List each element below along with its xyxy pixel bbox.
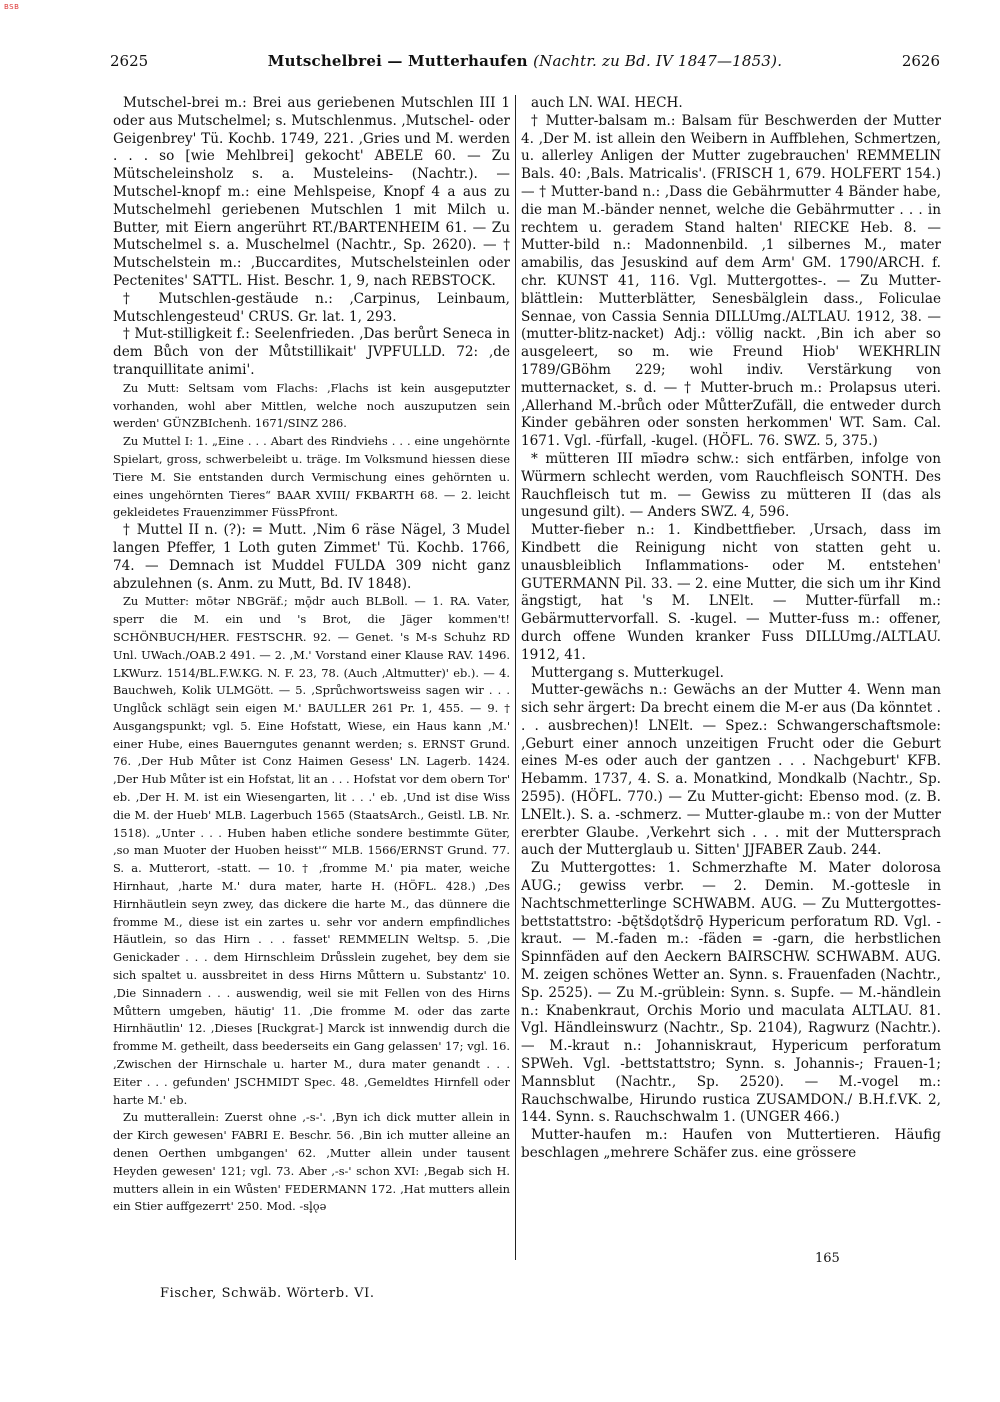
dictionary-entry: Zu Muttel I: 1. „Eine . . . Abart des Rindviehs . . . eine ungehörnte Spielart, gross, schwerbeleibt u. träge. Im Volksmund hiessen diese Tiere M. Sie entstanden durch Vermischung eines gehörnten u. eines ungehörnten Tieres“ BAAR XVIII/ FKBARTH 68. — 2. leicht gekleidetes Frauenzimmer FüssPfront.	[113, 434, 510, 520]
dictionary-entry: Zu mutterallein: Zuerst ohne ‚-s-'. ‚Byn ich dick mutter allein in der Kirch gewesen' FABRI E. Beschr. 56. ‚Bin ich mutter alleine an denen Oerthen umbgangen' 62. ‚Mutter allein under tausent Heyden gewesen' 121; vgl. 73. Aber ‚-s-' schon XVI: ‚Begab sich H. mutters allein in ein Wůsten' FEDERMANN 172. ‚Hat mutters allein ein Stier auffgezerrt' 250. Mod. -sl̥ǫə	[113, 1110, 510, 1214]
dictionary-entry: † Mutter-balsam m.: Balsam für Beschwerden der Mutter 4. ‚Der M. ist allein den Weibern in Auffblehen, Schmertzen, u. allerley Anligen der Mutter zugebrauchen' REMMELIN Bals. 40: ‚Bals. Matricalis'. (FRISCH 1, 679. HOLFERT 154.) — † Mutter-band n.: ‚Dass die Gebährmutter 4 Bänder habe, die man M.-bänder nennet, welche die Gebährmutter . . . in rechtem u. geradem Stand halten' RIECKE Heb. 8. — Mutter-bild n.: Madonnenbild. ‚1 silbernes M., mater amabilis, das Jesuskind auf dem Arm' GM. 1790/ARCH. f. chr. KUNST 41, 116. Vgl. Muttergottes-. — Zu Mutter-blättlein: Mutterblätter, Senesbälglein dass., Foliculae Sennae, von Cassia Sennia DILLUmg./ALTLAU. 1912, 38. — (mutter-blitz-nacket) Adj.: völlig nackt. ‚Bin ich aber so ausgeleert, so m. wie Freund Hiob' WEKHRLIN 1789/GBöhm 229; wohl indiv. Verstärkung von mutternacket, s. d. — † Mutter-bruch m.: Prolapsus uteri. ‚Allerhand M.-brůch oder MůtterZufäll, die entweder durch Kinder gebähren oder sonsten herkommen' WT. Sam. Cal. 1671. Vgl. -fürfall, -kugel. (HÖFL. 76. SWZ. 5, 375.)	[521, 112, 941, 450]
left-page-number: 2625	[110, 52, 149, 70]
running-title	[110, 52, 940, 70]
dictionary-entry: Mutschel-brei m.: Brei aus geriebenen Mutschlen III 1 oder aus Mutschelmel; s. Mutschlenmus. ‚Mutschel- oder Geigenbrey' Tü. Kochb. 1749, 221. ‚Gries und M. werden . . . so [wie Mehlbrei] gekocht' ABELE 60. — Zu Mütscheleinsholz s. a. Musteleins- (Nachtr.). — Mutschel-knopf m.: eine Mehlspeise, Knopf 4 a aus zu Mutschelmehl geriebenen Mutschlen 1 mit Milch u. Butter, mit Eiern angerührt RT./BARTENHEIM 61. — Zu Mutschelmel s. a. Muschelmel (Nachtr., Sp. 2620). — † Mutschelstein m.: ‚Buccardites, Mutschelsteinlen oder Pectenites' SATTL. Hist. Beschr. 1, 9, nach REBSTOCK.	[113, 95, 510, 289]
page-header	[110, 52, 940, 74]
dictionary-entry: Mutter-fieber n.: 1. Kindbettfieber. ‚Ursach, dass im Kindbett die Reinigung nicht von statten geht u. unausbleiblich Inflammations- oder M. entstehen' GUTERMANN Pil. 33. — 2. eine Mutter, die sich um ihr Kind ängstigt, hat 's M. LNElt. — Mutter-fürfall m.: Gebärmuttervorfall. S. -kugel. — Mutter-fuss m.: offener, durch offene Wunden kranker Fuss DILLUmg./ALTLAU. 1912, 41.	[521, 522, 941, 663]
running-title-note: (Nachtr. zu Bd. IV 1847—1853).	[533, 52, 783, 70]
dictionary-entry: † Mut-stilligkeit f.: Seelenfrieden. ‚Das berůrt Seneca in dem Bůch von der Můtstillikait' JVPFULLD. 72: ‚de tranquillitate animi'.	[113, 326, 510, 378]
dictionary-entry: Zu Mutt: Seltsam vom Flachs: ‚Flachs ist kein ausgeputzter vorhanden, wohl aber Mittlen, welche noch auszuputzen sein werden' GÜNZBIchenh. 1671/SINZ 286.	[113, 380, 510, 431]
dictionary-entry: † Muttel II n. (?): = Mutt. ‚Nim 6 räse Nägel, 3 Mudel langen Pfeffer, 1 Loth guten Zimmet' Tü. Kochb. 1766, 74. — Demnach ist Muddel FULDA 309 nicht ganz abzulehnen (s. Anm. zu Mutt, Bd. IV 1848).	[113, 522, 510, 592]
dictionary-entry: auch LN. WAI. HECH.	[531, 95, 683, 111]
column-divider	[515, 95, 516, 1260]
right-page-number: 2626	[901, 52, 940, 70]
dictionary-entry: Zu Muttergottes: 1. Schmerzhafte M. Mater dolorosa AUG.; gewiss verbr. — 2. Demin. M.-gottesle in Nachtschmetterlinge SCHWABM. AUG. — Zu Muttergottes-bettstattstro: -bę̄tšdǫtšdrǭ Hypericum perforatum RD. Vgl. -kraut. — M.-faden m.: -fäden = -garn, die herbstlichen Spinnfäden auf den Aeckern BAIRSCHW. SCHWABM. AUG. M. zeigen schönes Wetter an. Synn. s. Frauenfaden (Nachtr., Sp. 2525). — Zu M.-grüblein: Synn. s. Supfe. — M.-händlein n.: Knabenkraut, Orchis Morio und maculata ALTLAU. 81. Vgl. Händleinswurz (Nachtr., Sp. 2104), Ragwurz (Nachtr.). — M.-kraut n.: Johanniskraut, Hypericum perforatum SPWeh. Vgl. -bettstattstro; Synn. s. Johannis-; Frauen-1; Mannsblut (Nachtr., Sp. 2520). — M.-vogel m.: Rauchschwalbe, Hirundo rustica ZUSAMDON./ B.H.f.VK. 2, 144. Synn. s. Rauchschwalm 1. (UNGER 466.)	[521, 860, 941, 1126]
left-column	[113, 95, 510, 1265]
right-column	[521, 95, 941, 1245]
footer-source: Fischer, Schwäb. Wörterb. VI.	[160, 1286, 375, 1301]
dictionary-entry: Mutter-haufen m.: Haufen von Muttertieren. Häufig beschlagen „mehrere Schäfer zus. eine grössere	[521, 1127, 941, 1162]
dictionary-entry: Mutter-gewächs n.: Gewächs an der Mutter 4. Wenn man sich sehr ärgert: Da brecht einem die M-er aus (Da könntet . . . ausbrechen)! LNElt. — Spez.: Schwangerschaftsmole: ‚Geburt einer annoch unzeitigen Frucht oder die Geburt eines M-es oder auch der gantzen . . . Nachgeburt' KFB. Hebamm. 1737, 4. S. a. Monatkind, Mondkalb (Nachtr., Sp. 2595). (HÖFL. 770.) — Zu Mutter-gicht: Ebenso mod. (z. B. LNElt.). S. a. -schmerz. — Mutter-glaube m.: von der Mutter ererbter Glaube. ‚Verkehrt sich . . . mit der Muttersprach auch der Mutterglaub u. Sitten' JJFABER Zaub. 244.	[521, 682, 941, 859]
dictionary-entry: * mütteren III mīədrə schw.: sich entfärben, infolge von Würmern schlecht werden, vom Rauchfleisch SONTH. Des Rauchfleisch tut m. — Gewiss zu mütteren II (das als ungesund gilt). — Anders SWZ. 4, 596.	[521, 450, 941, 521]
library-mark: BSB	[4, 3, 20, 11]
dictionary-entry: Zu Mutter: mōtər NBGräf.; mǭdr auch BLBoll. — 1. RA. Vater, sperr die M. ein und 's Brot, die Jäger kommen't! SCHÖNBUCH/HER. FESTSCHR. 92. — Genet. 's M-s Schuhz RD Unl. UWach./OAB.2 491. — 2. ‚M.' Vorstand einer Klause RAV. 1496. LKWurz. 1514/BL.F.W.KG. N. F. 23, 78. (Auch ‚Altmutter)' eb.). — 4. Bauchweh, Kolik ULMGött. — 5. ‚Sprůchwortsweiss sagen wir . . . Unglůck schlägt sein eigen M.' BAULLER 261 Pr. 1, 455. — 9. † Ausgangspunkt; vgl. 5. Eine Hofstatt, Wiese, ein Haus kann ‚M.' einer Hube, eines Bauerngutes genannt werden; s. ERNST Grund. 76. ‚Der Hub Můter ist Conz Haimen Gesess' LN. Lagerb. 1424. ‚Der Hub Můter ist ein Hofstat, lit an . . . Hofstat vor dem obern Tor' eb. ‚Der H. M. ist ein Wiesengarten, lit . . .' eb. ‚Und ist dise Wiss die M. der Hueb' MLB. Lagerbuch 1565 (StaatsArch., Geistl. LB. Nr. 1518). „Unter . . . Huben haben etliche sondere bestimmte Güter, ‚so man Muoter der Huoben heisst'“ MLB. 1566/ERNST Grund. 77. S. a. Mutterort, -statt. — 10. † ‚fromme M.' pia mater, weiche Hirnhaut, ‚harte M.' dura mater, harte H. (HÖFL. 428.) ‚Des Hirnhäutlein seyn zwey, das dickere die harte M., das dünnere die fromme M., diese ist ein zartes u. sehr vor andern empfindliches Häutlein, so das Hirn . . . fasset' REMMELIN Weltsp. 5. ‚Die Genickader . . . dem Hirnschleim Drůsslein zugehet, bey dem sie sich spaltet u. aussbreitet in dess Hirns Můttern u. Substantz' 10. ‚Die Sinnadern . . . auswendig, weil sie mit Fellen von des Hirns Můttern umgeben, häutig' 11. ‚Die fromme M. oder das zarte Hirnhäutlin' 12. ‚Dieses [Ruckgrat-] Marck ist innwendig durch die fromme M. getheilt, dass beederseits ein Gang gelassen' 17; vgl. 16. ‚Zwischen der Hirnschale u. harter M., dura mater genandt . . . Eiter . . . gefunden' JSCHMIDT Spec. 48. ‚Gemeldtes Hirnfell oder harte M.' eb.	[113, 594, 510, 1107]
running-title-main: Mutschelbrei — Mutterhaufen	[267, 52, 528, 70]
dictionary-entry: † Mutschlen-gestäude n.: ‚Carpinus, Leinbaum, Mutschlengesteud' CRUS. Gr. lat. 1, 293.	[113, 290, 510, 325]
signature-number: 165	[815, 1251, 840, 1266]
dictionary-entry: Muttergang s. Mutterkugel.	[531, 664, 724, 681]
